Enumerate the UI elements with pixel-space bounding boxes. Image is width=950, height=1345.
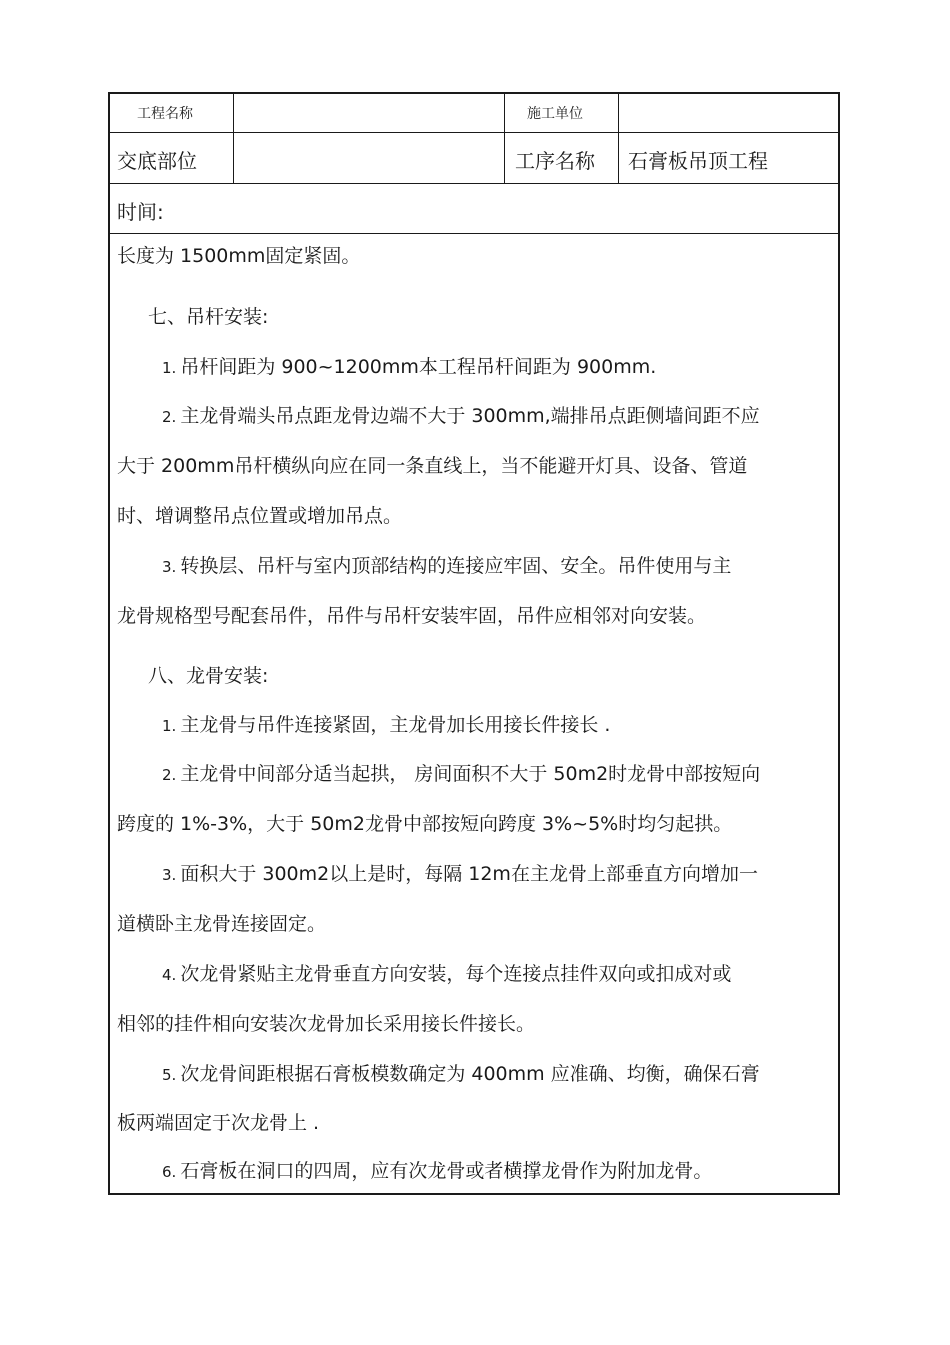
list-item [162, 407, 760, 426]
item-text: 转换层、吊杆与室内顶部结构的连接应牢固、安全。吊件使用与主 [180, 555, 732, 577]
item-text: 石膏板在洞口的四周，应有次龙骨或者横撑龙骨作为附加龙骨。 [180, 1160, 713, 1182]
body-line: 道横卧主龙骨连接固定。 [117, 913, 327, 935]
item-number: 6. [162, 1163, 177, 1181]
body-line: 时、增调整吊点位置或增加吊点。 [117, 505, 403, 527]
item-number: 3. [162, 866, 177, 884]
project-name-label: 工程名称 [137, 106, 193, 122]
item-text: 主龙骨与吊件连接紧固，主龙骨加长用接长件接长 . [180, 714, 611, 736]
list-item [162, 557, 731, 576]
row-divider [110, 183, 838, 184]
body-line: 跨度的 1%-3%，大于 50m2龙骨中部按短向跨度 3%~5%时均匀起拱。 [117, 813, 733, 835]
list-item [162, 765, 760, 784]
disclosure-part-label: 交底部位 [117, 149, 197, 173]
list-item [162, 716, 610, 735]
item-text: 主龙骨端头吊点距龙骨边端不大于 300mm,端排吊点距侧墙间距不应 [180, 405, 760, 427]
disclosure-form [108, 92, 840, 1195]
item-number: 5. [162, 1066, 177, 1084]
body-line: 大于 200mm吊杆横纵向应在同一条直线上，当不能避开灯具、设备、管道 [117, 455, 748, 477]
item-number: 4. [162, 966, 177, 984]
item-number: 1. [162, 717, 177, 735]
list-item [162, 1162, 712, 1181]
item-number: 3. [162, 558, 177, 576]
item-number: 1. [162, 359, 177, 377]
time-label: 时间: [117, 200, 164, 224]
body-line: 龙骨规格型号配套吊件，吊件与吊杆安装牢固，吊件应相邻对向安装。 [117, 605, 707, 627]
item-text: 次龙骨紧贴主龙骨垂直方向安装，每个连接点挂件双向或扣成对或 [180, 963, 732, 985]
list-item [162, 1065, 760, 1084]
construction-unit-label: 施工单位 [527, 106, 583, 122]
process-name-value: 石膏板吊顶工程 [628, 149, 768, 173]
item-number: 2. [162, 766, 177, 784]
section-heading: 七、吊杆安装: [148, 306, 269, 328]
section-heading: 八、龙骨安装: [148, 665, 269, 687]
item-text: 次龙骨间距根据石膏板模数确定为 400mm 应准确、均衡，确保石膏 [180, 1063, 760, 1085]
item-text: 面积大于 300m2以上是时，每隔 12m在主龙骨上部垂直方向增加一 [180, 863, 758, 885]
column-divider [233, 94, 234, 183]
process-name-label: 工序名称 [515, 149, 595, 173]
list-item [162, 865, 758, 884]
column-divider [618, 94, 619, 183]
body-line: 长度为 1500mm固定紧固。 [117, 245, 361, 267]
body-line: 板两端固定于次龙骨上 . [117, 1112, 320, 1134]
item-number: 2. [162, 408, 177, 426]
row-divider [110, 233, 838, 234]
item-text: 吊杆间距为 900~1200mm本工程吊杆间距为 900mm. [180, 356, 657, 378]
column-divider [504, 94, 505, 183]
body-line: 相邻的挂件相向安装次龙骨加长采用接长件接长。 [117, 1013, 536, 1035]
list-item [162, 965, 731, 984]
item-text: 主龙骨中间部分适当起拱， 房间面积不大于 50m2时龙骨中部按短向 [180, 763, 761, 785]
list-item [162, 358, 656, 377]
row-divider [110, 132, 838, 133]
